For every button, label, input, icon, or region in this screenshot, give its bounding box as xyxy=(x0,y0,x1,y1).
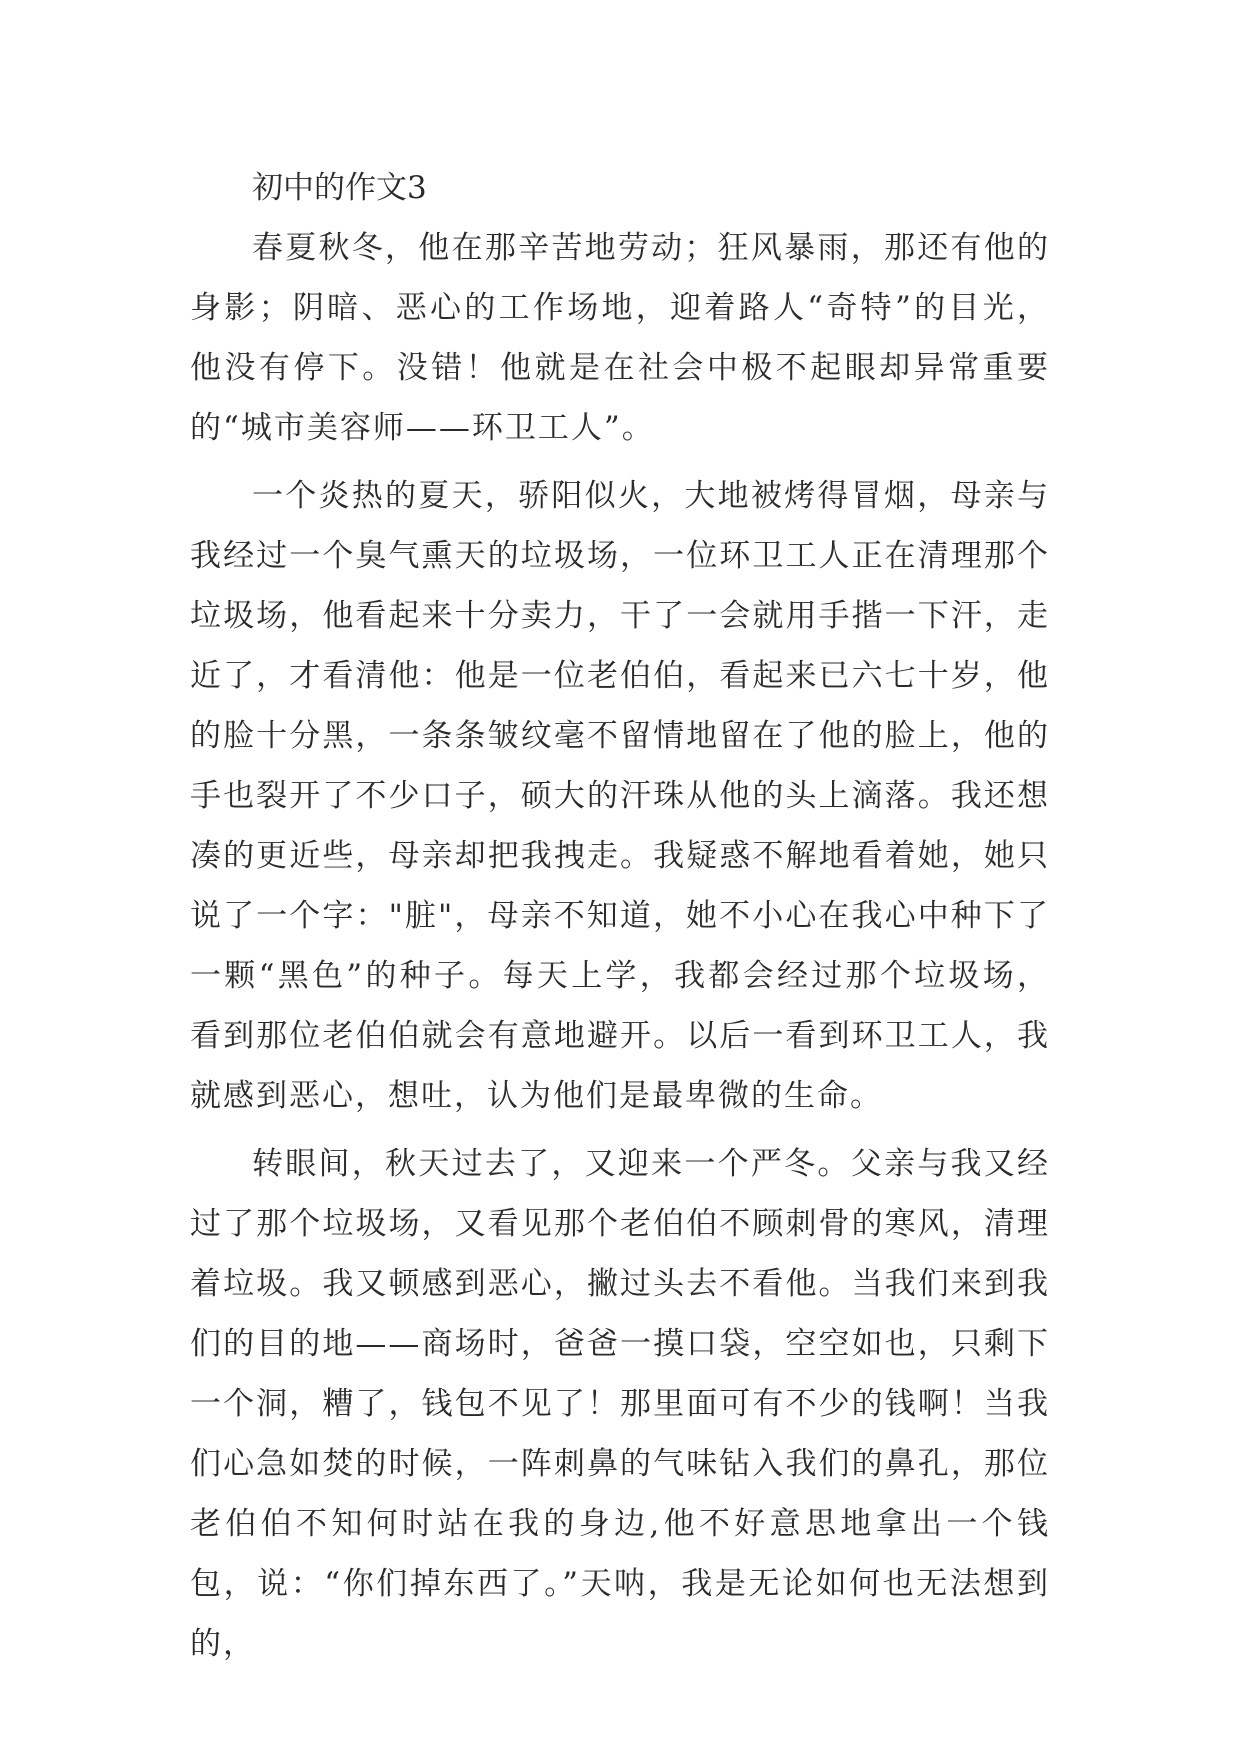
paragraph-2: 一个炎热的夏天，骄阳似火，大地被烤得冒烟，母亲与我经过一个臭气熏天的垃圾场，一位环卫工人正在清理那个垃圾场，他看起来十分卖力，干了一会就用手揩一下汗，走近了，才看清他：他是一位老伯伯，看起来已六七十岁，他的脸十分黑，一条条皱纹毫不留情地留在了他的脸上，他的手也裂开了不少口子，硕大的汗珠从他的头上滴落。我还想凑的更近些，母亲却把我拽走。我疑惑不解地看着她，她只说了一个字："脏"，母亲不知道，她不小心在我心中种下了一颗“黑色”的种子。每天上学，我都会经过那个垃圾场，看到那位老伯伯就会有意地避开。以后一看到环卫工人，我就感到恶心，想吐，认为他们是最卑微的生命。 xyxy=(190,478,1050,1114)
document-title: 初中的作文3 xyxy=(252,170,427,206)
paragraph-3: 转眼间，秋天过去了，又迎来一个严冬。父亲与我又经过了那个垃圾场，又看见那个老伯伯不顾刺骨的寒风，清理着垃圾。我又顿感到恶心，撇过头去不看他。当我们来到我们的目的地——商场时，爸爸一摸口袋，空空如也，只剩下一个洞，糟了，钱包不见了！那里面可有不少的钱啊！当我们心急如焚的时候，一阵刺鼻的气味钻入我们的鼻孔，那位老伯伯不知何时站在我的身边,他不好意思地拿出一个钱包，说：“你们掉东西了。”天呐，我是无论如何也无法想到的， xyxy=(190,1146,1050,1662)
paragraph-1: 春夏秋冬，他在那辛苦地劳动；狂风暴雨，那还有他的身影；阴暗、恶心的工作场地，迎着路人“奇特”的目光，他没有停下。没错！他就是在社会中极不起眼却异常重要的“城市美容师——环卫工人”。 xyxy=(190,230,1050,446)
document-page xyxy=(190,0,1050,1754)
